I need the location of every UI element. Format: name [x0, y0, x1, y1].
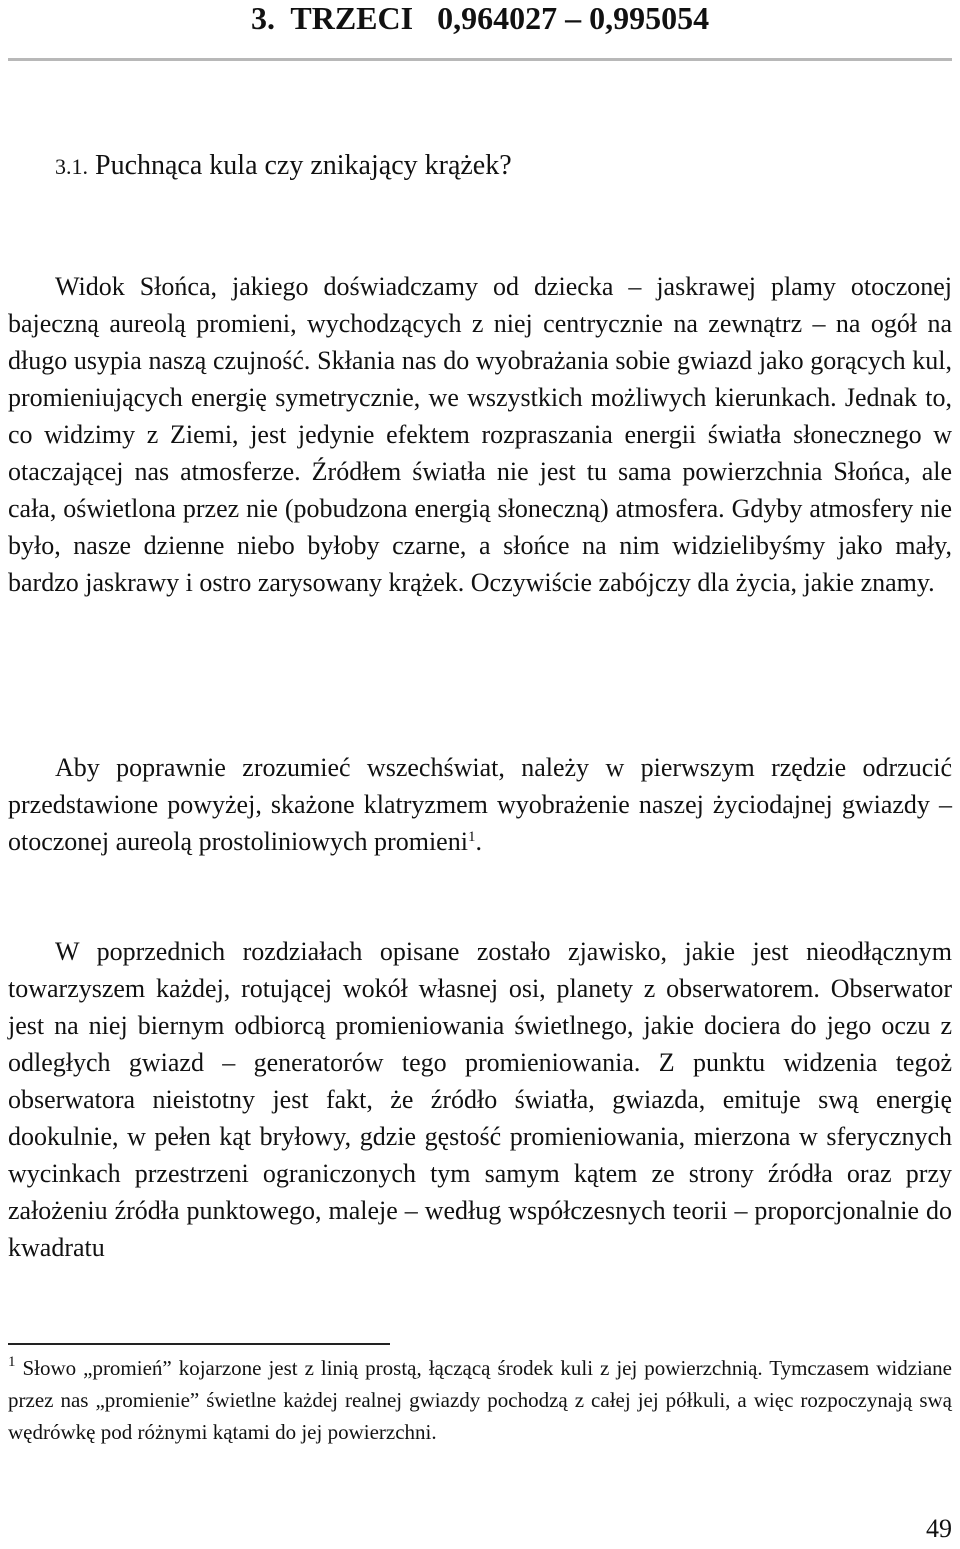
paragraph-2-tail: .	[475, 827, 482, 856]
footnote-divider	[8, 1343, 390, 1345]
paragraph-1	[8, 268, 952, 601]
section-number: 3.1.	[55, 154, 88, 179]
paragraph-3-text: W poprzednich rozdziałach opisane zostało zjawisko, jakie jest nieodłącznym towarzyszem każdej, rotującej wokół własnej osi, planety z obserwatorem. Obserwator jest na niej biernym odbiorcą promieniowania świetlnego, jakie dociera do jego oczu z odległych gwiazd – generatorów tego promieniowania. Z punktu widzenia tegoż obserwatora nieistotny jest fakt, że źródło światła, gwiazda, emituje swą energię dookulnie, w pełen kąt bryłowy, gdzie gęstość promieniowania, mierzona w sferycznych wycinkach przestrzeni ograniczonych tym samym kątem ze strony źródła oraz przy założeniu źródła punktowego, maleje – według współczesnych teorii – proporcjonalnie do kwadratu	[8, 937, 952, 1262]
paragraph-1-text: Widok Słońca, jakiego doświadczamy od dziecka – jaskrawej plamy otoczonej bajeczną aureolą promieni, wychodzących z niej centrycznie na zewnątrz – na ogół na długo usypia naszą czujność. Skłania nas do wyobrażania sobie gwiazd jako gorących kul, promieniujących energię symetrycznie, we wszystkich możliwych kierunkach. Jednak to, co widzimy z Ziemi, jest jedynie efektem rozpraszania energii światła słonecznego w otaczającej nas atmosferze. Źródłem światła nie jest tu sama powierzchnia Słońca, ale cała, oświetlona przez nie (pobudzona energią słoneczną) atmosfera. Gdyby atmosfery nie było, nasze dzienne niebo byłoby czarne, a słońce na nim widzielibyśmy jako mały, bardzo jaskrawy i ostro zarysowany krążek. Oczywiście zabójczy dla życia, jakie znamy.	[8, 272, 952, 597]
footnote-text: Słowo „promień” kojarzone jest z linią prostą, łączącą środek kuli z jej powierzchnią. Tymczasem widziane przez nas „promienie” świetlne każdej realnej gwiazdy pochodzą z całej jej półkuli, a więc rozpoczynają swą wędrówkę pod różnymi kątami do jej powierzchni.	[8, 1356, 952, 1444]
paragraph-2-text: Aby poprawnie zrozumieć wszechświat, należy w pierwszym rzędzie odrzucić przedstawione powyżej, skażone klatryzmem wyobrażenie naszej życiodajnej gwiazdy – otoczonej aureolą prostoliniowych promieni	[8, 753, 952, 856]
paragraph-2	[8, 749, 952, 860]
section-heading	[55, 148, 512, 185]
page-number: 49	[926, 1514, 952, 1543]
header-divider	[8, 58, 952, 61]
section-title: Puchnąca kula czy znikający krążek?	[95, 150, 512, 181]
footnote	[8, 1352, 952, 1448]
chapter-title: 3. TRZECI 0,964027 – 0,995054	[250, 0, 710, 36]
footnote-reference[interactable]: 1	[467, 829, 476, 845]
footnote-marker: 1	[8, 1354, 16, 1370]
paragraph-3	[8, 933, 952, 1266]
